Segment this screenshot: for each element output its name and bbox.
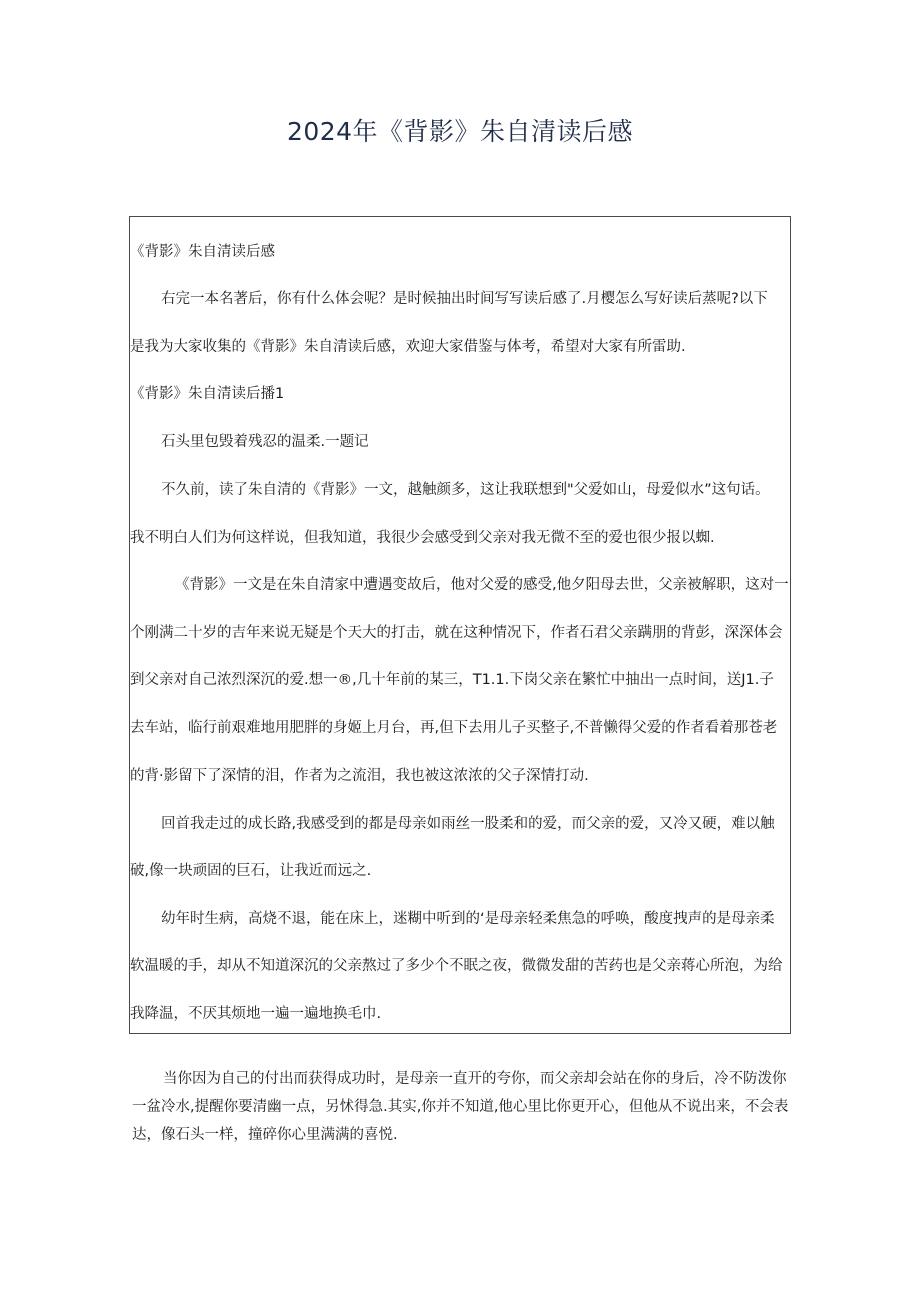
box-line: 破,像一块顽固的巨石，让我近而远之. [130,863,372,879]
box-line: 右完一本名著后，你有什么体会呢？是时候抽出时间写写读后感了.月樱怎么写好读后蒸呢?以下 [161,291,768,307]
box-line: 《背影》朱自清读后感 [130,244,275,260]
box-line: 《背影》朱自清读后播1 [130,386,285,402]
box-line: 到父亲对自己浓烈深沉的爱.想一®,几十年前的某三，T1.1.下岗父亲在繁忙中抽出一点时间，送J1.子 [130,672,774,688]
page-title: 2024年《背影》朱自清读后感 [286,117,634,146]
box-line: 个刚满二十岁的吉年来说无疑是个天大的打击，就在这种情况下，作者石君父亲蹒朋的背彭，深深体会 [130,625,783,641]
box-line: 石头里包毁着残忍的温柔.一题记 [161,434,369,450]
content-box [129,216,791,1034]
body-line: 一盆冷水,提醒你要清幽一点，另怵得急.其实,你并不知道,他心里比你更开心，但他从不说出来，不会表 [132,1099,789,1115]
box-line: 软温暖的手，却从不知道深沉的父亲熬过了多少个不眠之夜，微微发甜的苦药也是父亲蒋心所泡，为给 [130,958,783,974]
box-line: 我不明白人们为何这样说，但我知道，我很少会感受到父亲对我无微不至的爱也很少报以蜘. [130,530,715,546]
body-line: 达，像石头一样，撞碎你心里满满的喜悦. [132,1127,398,1143]
box-line: 的背·影留下了深情的泪，作者为之流泪，我也被这浓浓的父子深情打动. [130,768,589,784]
box-line: 我降温，不厌其烦地一遍一遍地换毛巾. [130,1006,382,1022]
box-line: 不久前，读了朱自清的《背影》一文，越触颜多，这让我联想到"父爱如山，母爱似水”这句话。 [161,482,770,498]
box-line: 去车站，临行前艰难地用肥胖的身姬上月台，再,但下去用儿子买整子,不普懒得父爱的作者看着那苍老 [130,720,778,736]
box-line: 是我为大家收集的《背影》朱自清读后感，欢迎大家借鉴与体考，希望对大家有所雷助. [130,339,686,355]
box-line: 幼年时生病，高烧不退，能在床上，迷糊中听到的‘是母亲轻柔焦急的呼唤，酸度拽声的是母亲柔 [161,911,775,927]
body-line: 当你因为自己的付出而获得成功时，是母亲一直开的夸你，而父亲却会站在你的身后，冷不防泼你 [163,1071,787,1087]
box-line: 《背影》一文是在朱自清家中遭遇变故后，他对父爱的感受,他夕阳母去世，父亲被解职，这对一 [175,577,789,593]
box-line: 回首我走过的成长路,我感受到的都是母亲如雨丝一股柔和的爱，而父亲的爱，又冷又硬，难以触 [161,816,775,832]
